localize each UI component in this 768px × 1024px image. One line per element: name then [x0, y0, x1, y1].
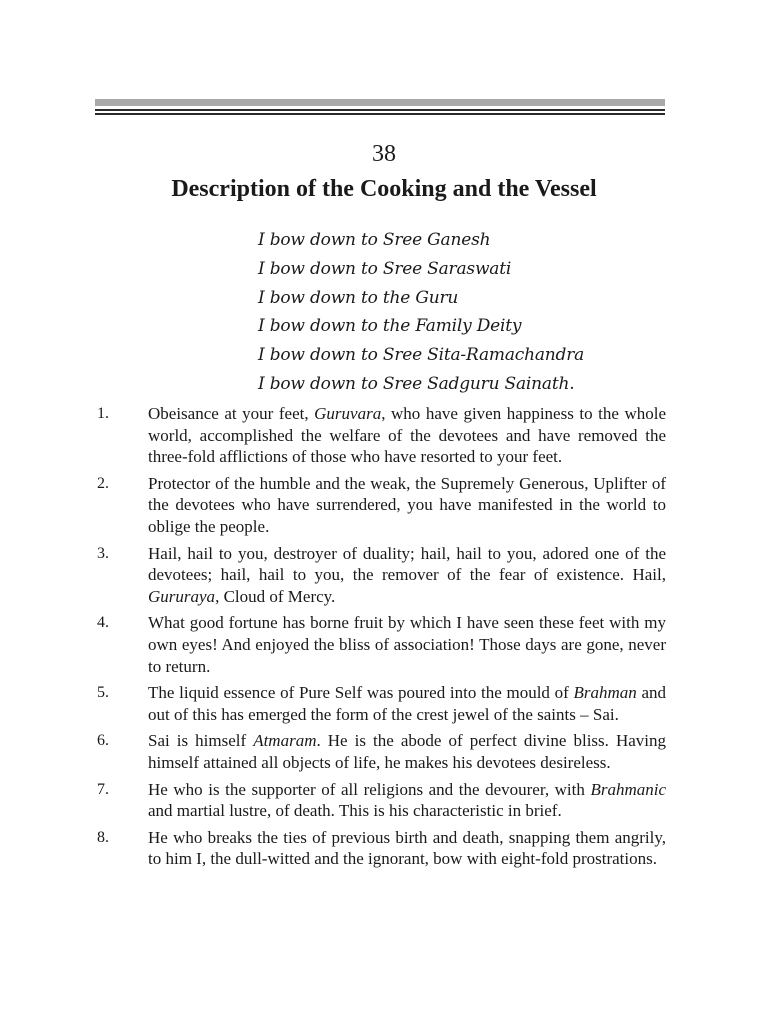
verse-text	[148, 827, 666, 870]
verse-italic-term: Guruvara	[314, 404, 382, 423]
verse-italic-term: Brahmanic	[590, 779, 666, 799]
verse-number: 8.	[97, 828, 109, 846]
verse-item	[0, 612, 768, 677]
verse-text-run: and out of this has emerged the form of the crest jewel of the saints – Sai.	[148, 683, 667, 724]
header-rule-thin-2	[95, 113, 665, 115]
invocation-line: I bow down to Sree Sadguru Sainath.	[258, 373, 575, 394]
verse-text-run: What good fortune has borne fruit by which I have seen these feet with my own eyes! And enjoyed the bliss of association! Those days are gone, never to return.	[148, 613, 666, 676]
verse-text	[148, 682, 666, 725]
verse-text-run: , who have given happiness to the whole world, accomplished the welfare of the devotees and have removed the three-fold afflictions of those who have resorted to your feet.	[148, 404, 666, 467]
verse-number: 4.	[97, 614, 109, 632]
chapter-title: Description of the Cooking and the Vessel	[171, 176, 597, 202]
invocation-line: I bow down to the Guru	[258, 287, 459, 308]
invocation-line: I bow down to Sree Ganesh	[258, 230, 491, 250]
verse-text-run: . He is the abode of perfect divine bliss. Having himself attained all objects of life, he makes his devotees desireless.	[148, 731, 666, 772]
verse-italic-term: Gururaya	[148, 586, 216, 606]
verse-text	[148, 473, 666, 538]
verse-item	[0, 473, 768, 538]
verse-text-run: The liquid essence of Pure Self was poured into the mould of	[148, 683, 574, 703]
verse-text	[148, 403, 666, 468]
header-rule	[95, 99, 665, 115]
verse-item	[0, 730, 768, 773]
verse-number: 5.	[97, 684, 109, 702]
invocation-line: I bow down to Sree Sita-Ramachandra	[258, 345, 585, 366]
verse-number: 3.	[97, 544, 109, 562]
verse-text-run: Sai is himself	[148, 731, 254, 751]
verse-text-run: He who is the supporter of all religions and the devourer, with	[148, 779, 591, 799]
verse-text	[148, 543, 666, 608]
invocation-line: I bow down to the Family Deity	[258, 316, 522, 337]
verse-italic-term: Atmaram	[253, 731, 317, 751]
invocation-line: I bow down to Sree Saraswati	[258, 258, 512, 279]
verse-text-run: Obeisance at your feet,	[148, 404, 315, 423]
verse-text-run: and martial lustre, of death. This is his characteristic in brief.	[148, 801, 562, 821]
verse-text	[148, 730, 666, 773]
verse-item	[0, 403, 768, 468]
verse-text	[148, 779, 666, 822]
invocation-block	[258, 226, 584, 399]
verse-text-run: Hail, hail to you, destroyer of duality; hail, hail to you, adored one of the devotees; hail, hail to you, the remover of the fear of existence. Hail,	[148, 543, 666, 585]
verse-text-run: , Cloud of Mercy.	[215, 586, 336, 606]
verse-number: 1.	[97, 405, 109, 422]
verse-item	[0, 682, 768, 725]
header-rule-thin-1	[95, 109, 665, 111]
verse-number: 7.	[97, 780, 109, 798]
chapter-number: 38	[372, 141, 396, 167]
verse-item	[0, 827, 768, 870]
verse-text	[148, 612, 666, 677]
verse-number: 6.	[97, 732, 109, 750]
verse-text-run: He who breaks the ties of previous birth and death, snapping them angrily, to him I, the dull-witted and the ignorant, bow with eight-fold prostrations.	[148, 827, 666, 869]
header-rule-thick	[95, 99, 665, 106]
verse-item	[0, 779, 768, 822]
verse-italic-term: Brahman	[573, 683, 637, 703]
verse-text-run: Protector of the humble and the weak, the Supremely Generous, Uplifter of the devotees who have surrendered, you have manifested in the world to oblige the people.	[148, 473, 666, 536]
verse-number: 2.	[97, 474, 109, 492]
verse-item	[0, 543, 768, 608]
verse-list	[0, 403, 768, 875]
